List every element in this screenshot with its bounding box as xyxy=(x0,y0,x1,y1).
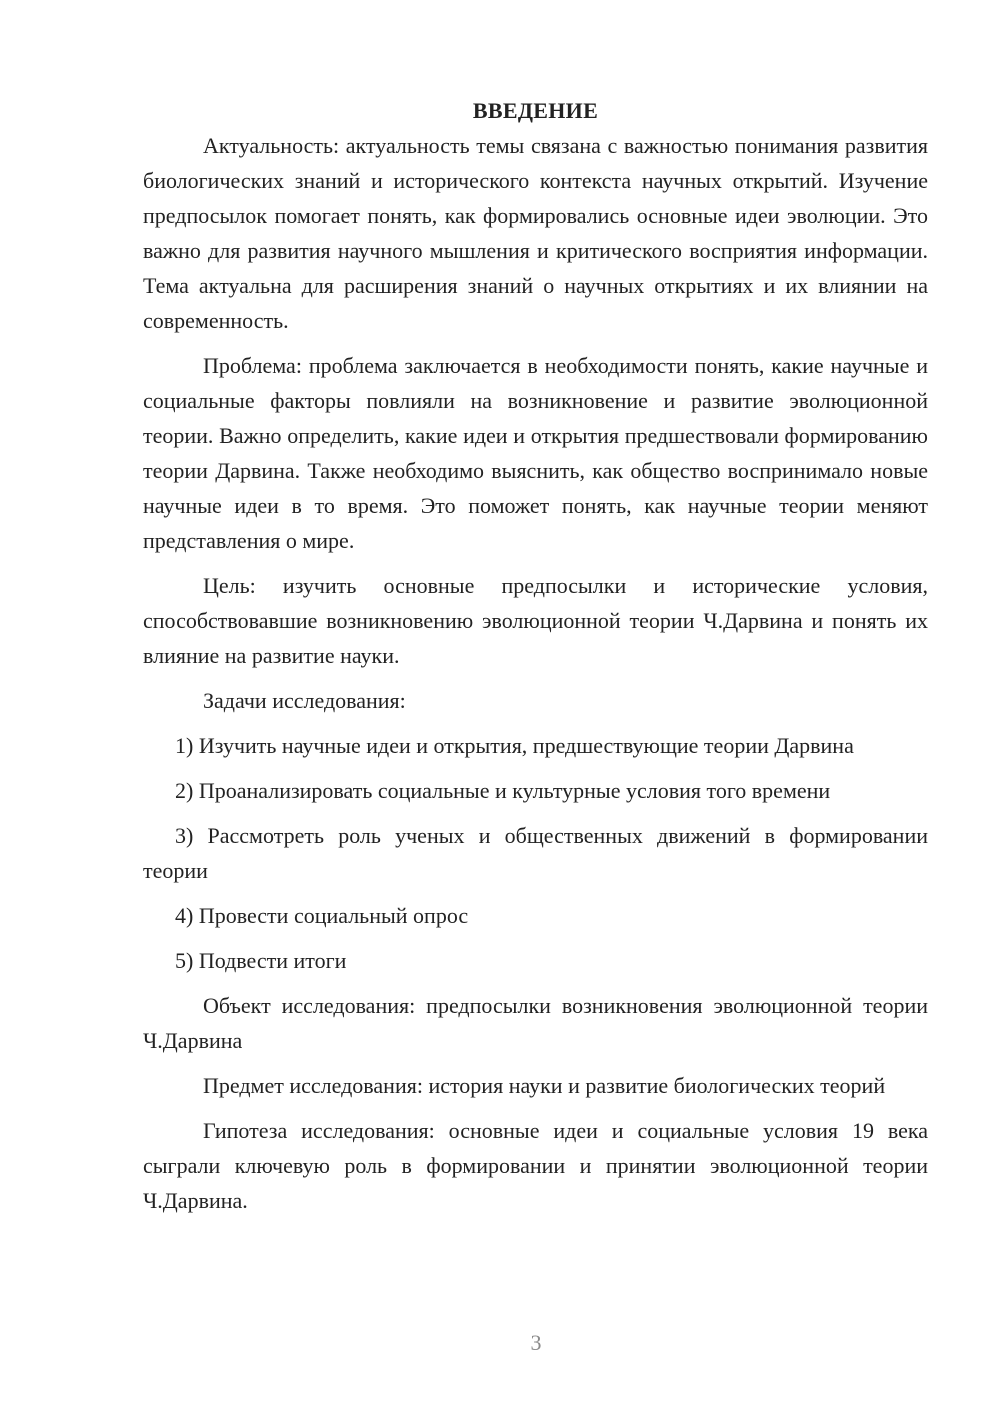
paragraph-object: Объект исследования: предпосылки возникновения эволюционной теории Ч.Дарвина xyxy=(143,993,928,1053)
page-number: 3 xyxy=(530,1330,542,1355)
paragraph-hypothesis: Гипотеза исследования: основные идеи и социальные условия 19 века сыграли ключевую роль в формировании и принятии эволюционной теории Ч.Дарвина. xyxy=(143,1118,928,1213)
task-item-1: 1) Изучить научные идеи и открытия, предшествующие теории Дарвина xyxy=(175,733,854,758)
paragraph-relevance: Актуальность: актуальность темы связана с важностью понимания развития биологических знаний и исторического контекста научных открытий. Изучение предпосылок помогает понять, как формировались основные идеи эволюции. Это важно для развития научного мышления и критического восприятия информации. Тема актуальна для расширения знаний о научных открытиях и их влиянии на современность. xyxy=(143,133,928,333)
task-item-2: 2) Проанализировать социальные и культурные условия того времени xyxy=(175,778,831,803)
paragraph-subject: Предмет исследования: история науки и развитие биологических теорий xyxy=(203,1073,886,1098)
task-item-3: 3) Рассмотреть роль ученых и общественных движений в формировании теории xyxy=(143,823,928,883)
paragraph-problem: Проблема: проблема заключается в необходимости понять, какие научные и социальные факторы повлияли на возникновение и развитие эволюционной теории. Важно определить, какие идеи и открытия предшествовали формированию теории Дарвина. Также необходимо выяснить, как общество воспринимало новые научные идеи в то время. Это поможет понять, как научные теории меняют представления о мире. xyxy=(143,353,928,553)
section-title: ВВЕДЕНИЕ xyxy=(472,98,599,123)
paragraph-tasks-heading: Задачи исследования: xyxy=(203,688,406,713)
task-item-4: 4) Провести социальный опрос xyxy=(175,903,469,928)
page-content xyxy=(143,93,928,1218)
paragraph-goal: Цель: изучить основные предпосылки и исторические условия, способствовавшие возникновению эволюционной теории Ч.Дарвина и понять их влияние на развитие науки. xyxy=(143,573,928,668)
task-item-5: 5) Подвести итоги xyxy=(175,948,347,973)
